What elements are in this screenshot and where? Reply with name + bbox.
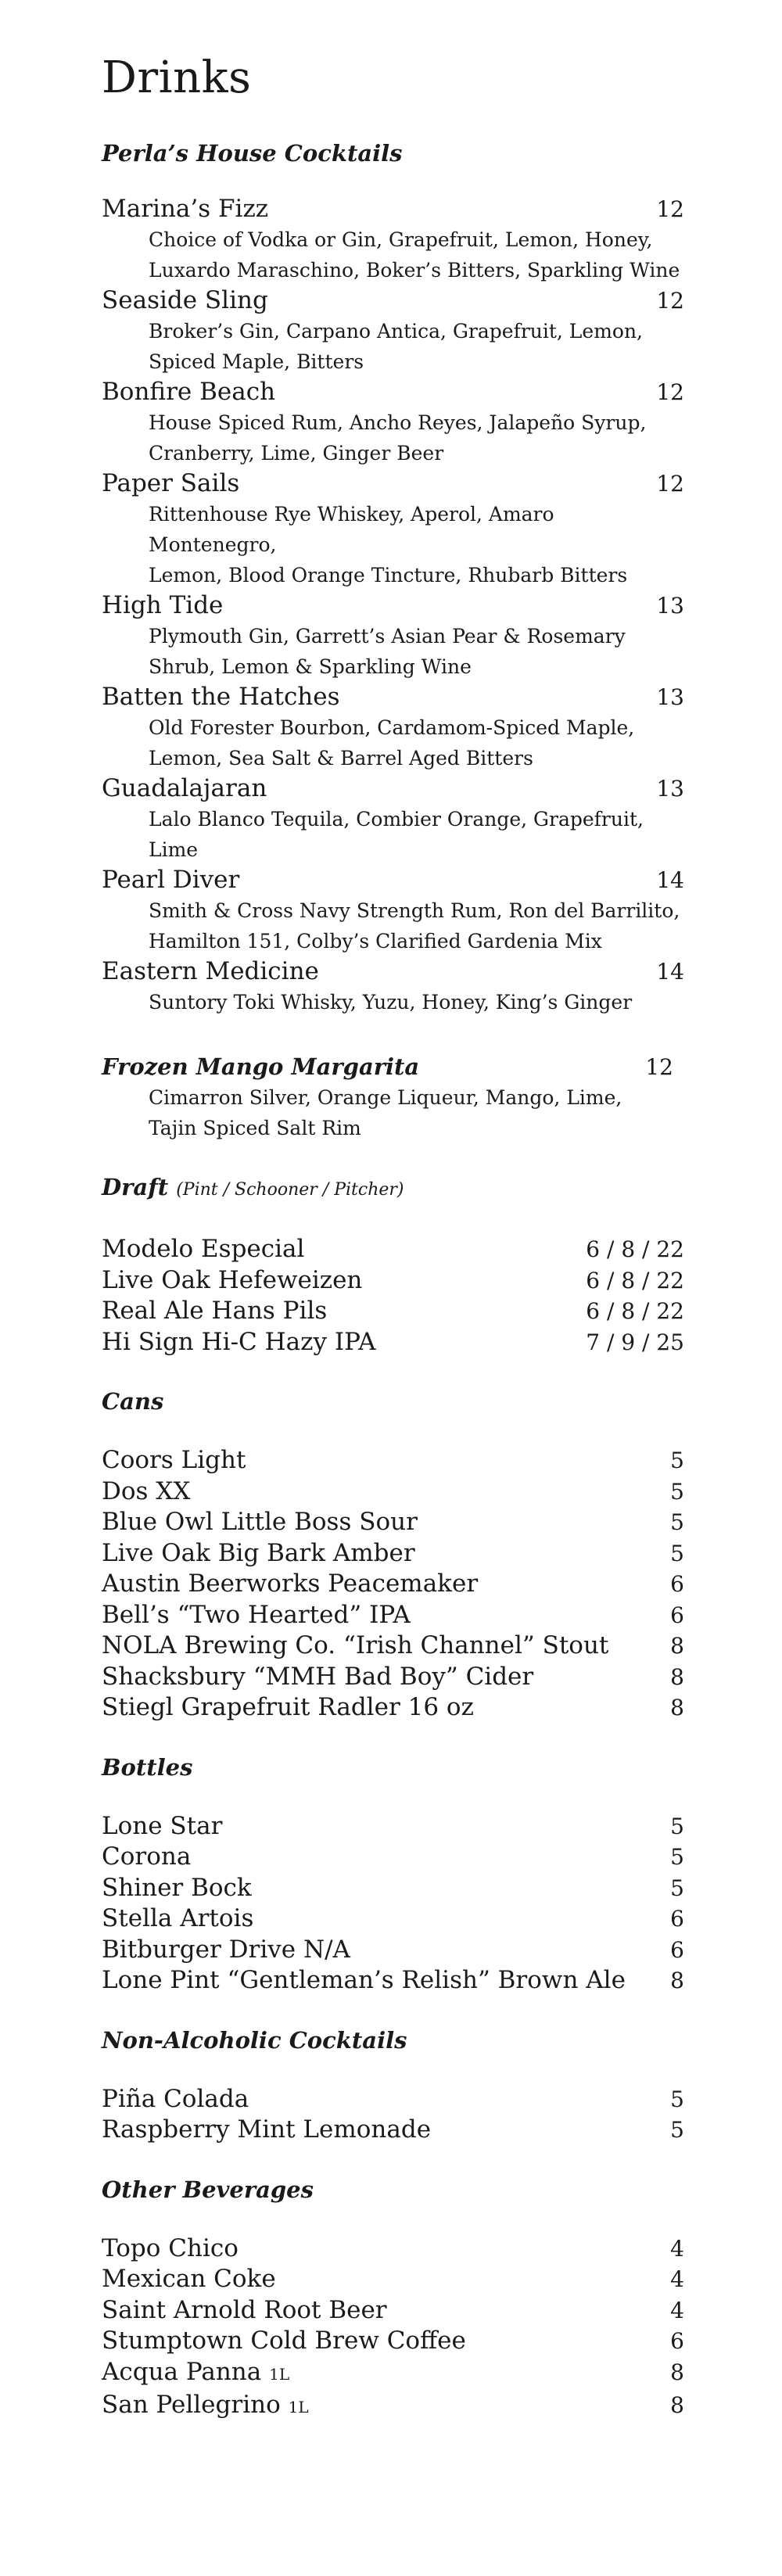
cocktail-name: Seaside Sling — [102, 286, 268, 314]
draft-heading-title: Draft — [102, 1174, 169, 1200]
non-alcoholic-item — [102, 2084, 684, 2115]
cocktail-price: 14 — [656, 959, 684, 985]
can-item — [102, 1507, 684, 1538]
other-beverage-item-price: 4 — [670, 2297, 684, 2323]
can-item — [102, 1662, 684, 1693]
can-item — [102, 1445, 684, 1476]
cocktail-description: Cranberry, Lime, Ginger Beer — [149, 442, 444, 465]
can-item-name: NOLA Brewing Co. “Irish Channel” Stout — [102, 1631, 609, 1659]
cocktail-description: Plymouth Gin, Garrett’s Asian Pear & Rosemary — [149, 625, 626, 648]
other-beverage-item — [102, 2295, 684, 2327]
non-alcoholic-list — [102, 2084, 684, 2146]
can-item — [102, 1600, 684, 1631]
cocktail-description: Rittenhouse Rye Whiskey, Aperol, Amaro Montenegro, — [149, 503, 554, 556]
can-item-price: 8 — [670, 1663, 684, 1690]
other-beverage-item-name: San Pellegrino 1L — [102, 2391, 309, 2419]
can-item-name: Blue Owl Little Boss Sour — [102, 1508, 418, 1536]
cocktail-description: Broker’s Gin, Carpano Antica, Grapefruit, Lemon, — [149, 320, 644, 343]
cocktail-description: Lalo Blanco Tequila, Combier Orange, Grapefruit, Lime — [149, 808, 644, 861]
cocktail-price: 12 — [656, 471, 684, 497]
house-cocktails-heading: Perla’s House Cocktails — [102, 140, 403, 167]
bottle-item — [102, 1873, 684, 1904]
cocktail-description: Hamilton 151, Colby’s Clarified Gardenia Mix — [149, 930, 602, 953]
frozen-item-name: Frozen Mango Margarita — [102, 1053, 420, 1080]
draft-item-name: Live Oak Hefeweizen — [102, 1265, 363, 1294]
can-item-name: Dos XX — [102, 1476, 191, 1505]
can-item-name: Bell’s “Two Hearted” IPA — [102, 1600, 411, 1629]
cocktail-price: 12 — [656, 196, 684, 222]
bottle-item — [102, 1903, 684, 1935]
bottle-item — [102, 1935, 684, 1966]
cocktail-description: Lemon, Sea Salt & Barrel Aged Bitters — [149, 747, 533, 770]
house-cocktails-list — [102, 194, 684, 1017]
other-beverage-item — [102, 2390, 684, 2424]
draft-item — [102, 1327, 684, 1358]
other-beverage-item-size: 1L — [288, 2398, 309, 2416]
cocktail-item — [102, 194, 684, 224]
bottle-item-name: Bitburger Drive N/A — [102, 1935, 350, 1964]
page-title: Drinks — [102, 52, 252, 103]
other-beverage-item — [102, 2326, 684, 2357]
can-item-price: 6 — [670, 1602, 684, 1628]
cocktail-description: Suntory Toki Whisky, Yuzu, Honey, King’s Ginger — [149, 991, 633, 1014]
can-item-price: 6 — [670, 1571, 684, 1597]
cocktail-item — [102, 285, 684, 316]
cocktail-name: Marina’s Fizz — [102, 195, 269, 223]
can-item-name: Austin Beerworks Peacemaker — [102, 1570, 479, 1598]
draft-heading-sub: (Pint / Schooner / Pitcher) — [176, 1180, 404, 1200]
menu-page — [102, 47, 684, 2424]
draft-item-price: 7 / 9 / 25 — [586, 1329, 684, 1355]
draft-item-name: Hi Sign Hi-C Hazy IPA — [102, 1327, 376, 1356]
cocktail-price: 13 — [656, 593, 684, 619]
other-beverage-item-price: 8 — [670, 2359, 684, 2385]
other-beverage-item-name: Topo Chico — [102, 2233, 239, 2262]
bottle-item-name: Stella Artois — [102, 1904, 254, 1932]
bottle-item-name: Shiner Bock — [102, 1873, 252, 1902]
other-beverage-item-name: Stumptown Cold Brew Coffee — [102, 2327, 466, 2355]
can-item-name: Shacksbury “MMH Bad Boy” Cider — [102, 1662, 534, 1691]
non-alcoholic-item-name: Raspberry Mint Lemonade — [102, 2115, 432, 2144]
cocktail-price: 13 — [656, 684, 684, 710]
non-alcoholic-item — [102, 2115, 684, 2146]
non-alcoholic-item-price: 5 — [670, 2117, 684, 2143]
can-item-price: 5 — [670, 1540, 684, 1566]
bottle-item-price: 6 — [670, 1936, 684, 1963]
cocktail-item — [102, 682, 684, 712]
can-item-name: Coors Light — [102, 1446, 246, 1474]
cocktail-item — [102, 590, 684, 621]
cocktail-item — [102, 956, 684, 987]
draft-item-name: Real Ale Hans Pils — [102, 1297, 328, 1325]
cans-list — [102, 1445, 684, 1724]
can-item — [102, 1631, 684, 1662]
draft-heading — [102, 1170, 684, 1207]
can-item — [102, 1692, 684, 1724]
other-beverage-item-price: 4 — [670, 2235, 684, 2262]
other-beverage-item-price: 6 — [670, 2328, 684, 2354]
bottle-item-price: 8 — [670, 1968, 684, 1993]
cocktail-name: Eastern Medicine — [102, 957, 319, 985]
other-beverage-item-name: Mexican Coke — [102, 2265, 276, 2293]
other-beverage-item-price: 4 — [670, 2266, 684, 2292]
cocktail-price: 13 — [656, 776, 684, 802]
cocktail-description: Luxardo Maraschino, Boker’s Bitters, Sparkling Wine — [149, 259, 680, 282]
bottle-item-name: Corona — [102, 1842, 192, 1871]
can-item-price: 8 — [670, 1633, 684, 1659]
can-item-name: Stiegl Grapefruit Radler 16 oz — [102, 1693, 474, 1721]
other-beverage-item-price: 8 — [670, 2392, 684, 2418]
bottle-item-name: Lone Pint “Gentleman’s Relish” Brown Ale — [102, 1966, 626, 1994]
cocktail-description: Smith & Cross Navy Strength Rum, Ron del Barrilito, — [149, 899, 680, 922]
other-beverage-item-name: Saint Arnold Root Beer — [102, 2295, 387, 2324]
can-item-price: 8 — [670, 1695, 684, 1720]
can-item — [102, 1569, 684, 1600]
cocktail-item — [102, 468, 684, 499]
cocktail-description: Choice of Vodka or Gin, Grapefruit, Lemon, Honey, — [149, 228, 653, 251]
cocktail-item — [102, 865, 684, 895]
draft-item — [102, 1265, 684, 1297]
bottle-item-name: Lone Star — [102, 1811, 223, 1840]
cocktail-name: Paper Sails — [102, 469, 240, 497]
cocktail-item — [102, 377, 684, 407]
bottle-item — [102, 1842, 684, 1873]
frozen-item — [102, 1052, 684, 1082]
can-item-name: Live Oak Big Bark Amber — [102, 1538, 415, 1567]
cocktail-item — [102, 773, 684, 804]
non-alcoholic-item-name: Piña Colada — [102, 2084, 249, 2113]
bottle-item-price: 5 — [670, 1844, 684, 1870]
cocktail-name: Guadalajaran — [102, 774, 267, 802]
bottle-item-price: 6 — [670, 1906, 684, 1932]
cocktail-description: Old Forester Bourbon, Cardamom-Spiced Maple, — [149, 716, 635, 739]
frozen-item-price: 12 — [645, 1054, 673, 1080]
non-alcoholic-heading: Non-Alcoholic Cocktails — [102, 2026, 407, 2054]
cocktail-description: Lemon, Blood Orange Tincture, Rhubarb Bitters — [149, 564, 628, 587]
cocktail-price: 12 — [656, 288, 684, 314]
cocktail-name: Pearl Diver — [102, 866, 240, 894]
can-item — [102, 1476, 684, 1508]
bottles-list — [102, 1811, 684, 1997]
cans-heading: Cans — [102, 1388, 164, 1415]
can-item-price: 5 — [670, 1448, 684, 1473]
can-item — [102, 1538, 684, 1570]
draft-item-price: 6 / 8 / 22 — [586, 1236, 684, 1262]
draft-item-price: 6 / 8 / 22 — [586, 1298, 684, 1324]
cocktail-name: Bonfire Beach — [102, 378, 276, 406]
cocktail-description: House Spiced Rum, Ancho Reyes, Jalapeño Syrup, — [149, 411, 647, 434]
other-beverage-item — [102, 2264, 684, 2295]
frozen-item-desc-2: Tajin Spiced Salt Rim — [149, 1117, 361, 1139]
frozen-item-desc-1: Cimarron Silver, Orange Liqueur, Mango, Lime, — [149, 1086, 622, 1109]
draft-item — [102, 1296, 684, 1327]
bottle-item-price: 5 — [670, 1813, 684, 1839]
other-beverages-list — [102, 2233, 684, 2424]
bottles-heading: Bottles — [102, 1753, 193, 1781]
cocktail-description: Spiced Maple, Bitters — [149, 350, 364, 373]
draft-item-price: 6 / 8 / 22 — [586, 1267, 684, 1293]
bottle-item — [102, 1811, 684, 1842]
draft-list — [102, 1234, 684, 1358]
other-beverages-heading: Other Beverages — [102, 2176, 314, 2203]
cocktail-price: 14 — [656, 867, 684, 893]
other-beverage-item — [102, 2233, 684, 2265]
can-item-price: 5 — [670, 1509, 684, 1535]
can-item-price: 5 — [670, 1478, 684, 1505]
cocktail-name: Batten the Hatches — [102, 683, 340, 711]
cocktail-price: 12 — [656, 379, 684, 405]
other-beverage-item-name: Acqua Panna 1L — [102, 2357, 290, 2386]
cocktail-name: High Tide — [102, 591, 224, 619]
other-beverage-item-size: 1L — [269, 2364, 290, 2384]
bottle-item-price: 5 — [670, 1875, 684, 1901]
draft-item-name: Modelo Especial — [102, 1235, 305, 1263]
cocktail-description: Shrub, Lemon & Sparkling Wine — [149, 655, 472, 678]
draft-item — [102, 1234, 684, 1265]
other-beverage-item — [102, 2357, 684, 2391]
non-alcoholic-item-price: 5 — [670, 2086, 684, 2112]
bottle-item — [102, 1965, 684, 1997]
